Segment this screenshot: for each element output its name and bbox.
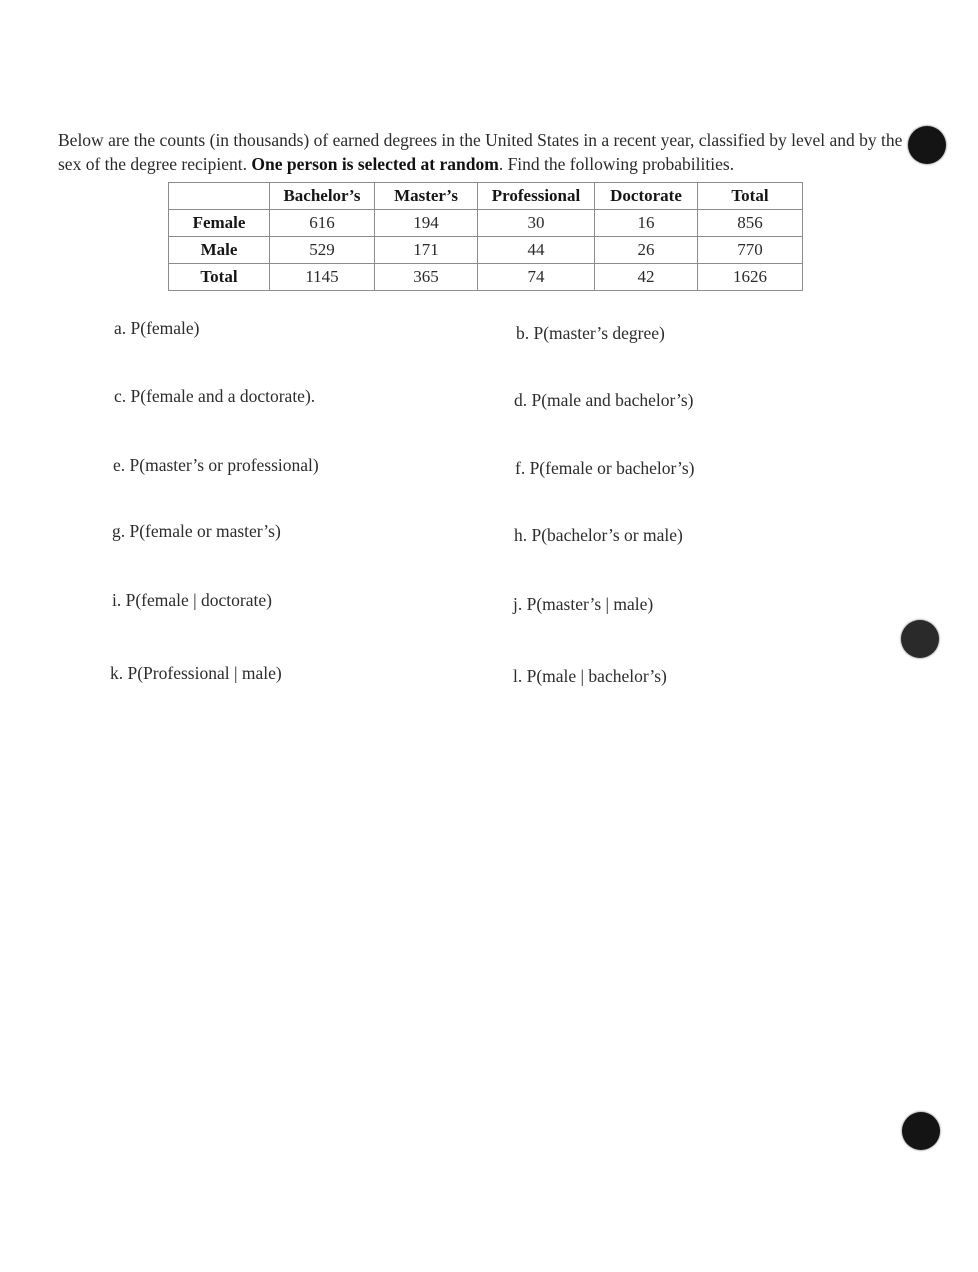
intro-bold: One person is selected at random xyxy=(251,153,499,174)
question-l: l. P(male | bachelor’s) xyxy=(513,666,667,686)
question-i: i. P(female | doctorate) xyxy=(112,590,272,610)
table-cell: 74 xyxy=(478,264,595,291)
table-cell: 26 xyxy=(595,237,698,264)
intro-paragraph xyxy=(58,128,918,176)
table-cell: 1626 xyxy=(698,264,803,291)
table-cell: 42 xyxy=(595,264,698,291)
intro-text-end: . Find the following probabilities. xyxy=(498,153,735,174)
table-header: Master’s xyxy=(375,183,478,210)
table-header-row xyxy=(169,183,803,210)
question-c: c. P(female and a doctorate). xyxy=(114,386,316,406)
table-cell: 529 xyxy=(270,237,375,264)
table-cell: 194 xyxy=(375,210,478,237)
punch-hole-top xyxy=(908,126,946,164)
question-k: k. P(Professional | male) xyxy=(110,663,282,683)
question-g: g. P(female or master’s) xyxy=(112,521,281,541)
row-label: Total xyxy=(169,264,270,291)
intro-text: Below are the counts (in thousands) of earned degrees in the United States in a recent year, classified by level and by the sex of the degree recipient. xyxy=(58,129,903,174)
table-header: Professional xyxy=(478,183,595,210)
row-label: Male xyxy=(169,237,270,264)
question-b: b. P(master’s degree) xyxy=(516,323,665,343)
table-header-corner xyxy=(169,183,270,210)
table-header: Total xyxy=(698,183,803,210)
degrees-table xyxy=(168,182,803,291)
table-cell: 365 xyxy=(375,264,478,291)
question-a: a. P(female) xyxy=(114,318,200,338)
table-row xyxy=(169,210,803,237)
table-cell: 770 xyxy=(698,237,803,264)
table-row xyxy=(169,237,803,264)
question-j: j. P(master’s | male) xyxy=(513,594,654,614)
question-h: h. P(bachelor’s or male) xyxy=(514,525,683,545)
punch-hole-middle xyxy=(901,620,939,658)
table-cell: 44 xyxy=(478,237,595,264)
question-d: d. P(male and bachelor’s) xyxy=(514,390,694,410)
table-cell: 171 xyxy=(375,237,478,264)
table-cell: 616 xyxy=(270,210,375,237)
question-f: f. P(female or bachelor’s) xyxy=(515,458,695,478)
table-cell: 16 xyxy=(595,210,698,237)
table-header: Bachelor’s xyxy=(270,183,375,210)
table-cell: 856 xyxy=(698,210,803,237)
table-cell: 30 xyxy=(478,210,595,237)
table-header: Doctorate xyxy=(595,183,698,210)
punch-hole-bottom xyxy=(902,1112,940,1150)
row-label: Female xyxy=(169,210,270,237)
question-e: e. P(master’s or professional) xyxy=(113,455,319,475)
table-row xyxy=(169,264,803,291)
table-cell: 1145 xyxy=(270,264,375,291)
